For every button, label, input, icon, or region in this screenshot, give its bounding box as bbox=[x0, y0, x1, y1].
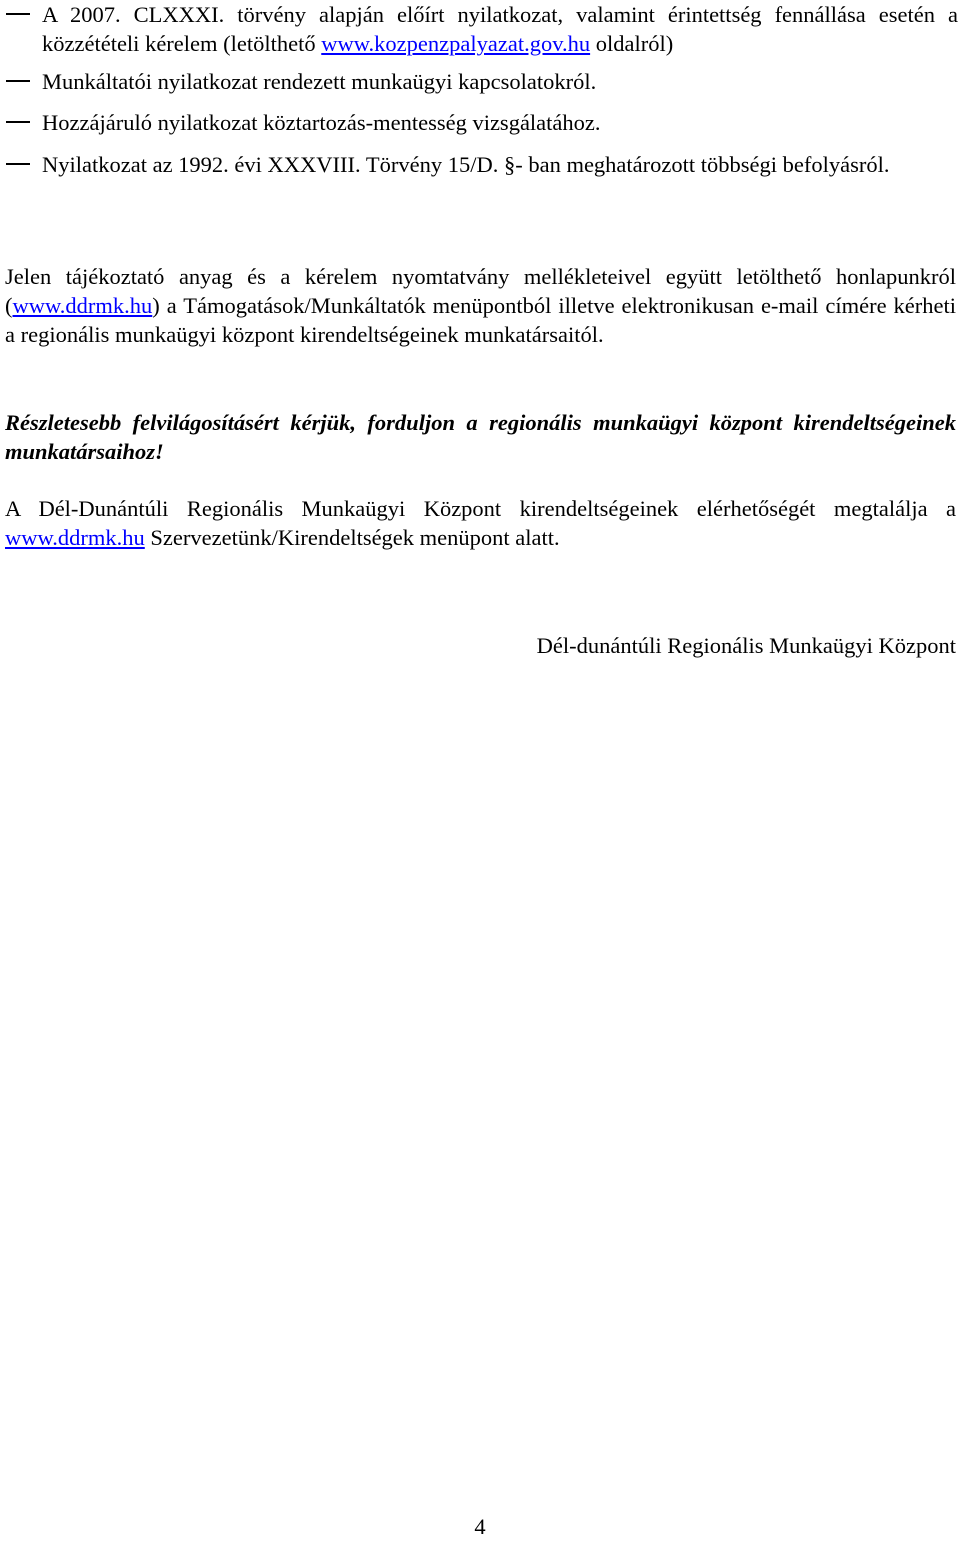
requirement-text: Nyilatkozat az 1992. évi XXXVIII. Törvény 15/D. §- ban meghatározott többségi befolyásról. bbox=[42, 152, 890, 177]
requirement-text: A 2007. CLXXXI. törvény alapján előírt nyilatkozat, valamint érintettség fennállása esetén a közzétételi kérelem (letölthető www.kozpenzpalyazat.gov.hu oldalról) bbox=[42, 2, 958, 56]
dash-bullet-icon bbox=[6, 13, 30, 15]
requirement-list-item bbox=[0, 150, 958, 179]
dash-bullet-icon bbox=[6, 80, 30, 82]
dash-bullet-icon bbox=[6, 121, 30, 123]
requirement-list-item bbox=[0, 0, 958, 58]
requirement-list-item bbox=[0, 67, 958, 96]
info-paragraph: Részletesebb felvilágosításért kérjük, forduljon a regionális munkaügyi központ kirendeltségeinek munkatársaihoz! bbox=[5, 410, 956, 464]
kozpenzpalyazat-link[interactable]: www.kozpenzpalyazat.gov.hu bbox=[321, 31, 591, 56]
contacts-paragraph: A Dél-Dunántúli Regionális Munkaügyi Központ kirendeltségeinek elérhetőségét megtalálja a www.ddrmk.hu Szervezetünk/Kirendeltségek menüpont alatt. bbox=[5, 496, 956, 550]
download-paragraph: Jelen tájékoztató anyag és a kérelem nyomtatvány mellékleteivel együtt letölthető honlapunkról (www.ddrmk.hu) a Támogatások/Munkáltatók menüpontból illetve elektronikusan e-mail címére kérheti a regionális munkaügyi központ kirendeltségeinek munkatársaitól. bbox=[5, 264, 956, 347]
ddrmk-link[interactable]: www.ddrmk.hu bbox=[12, 293, 153, 318]
requirement-text: Munkáltatói nyilatkozat rendezett munkaügyi kapcsolatokról. bbox=[42, 69, 597, 94]
requirement-list-item bbox=[0, 108, 958, 137]
ddrmk-link[interactable]: www.ddrmk.hu bbox=[5, 525, 145, 550]
dash-bullet-icon bbox=[6, 163, 30, 165]
page-number: 4 bbox=[474, 1514, 486, 1539]
signature: Dél-dunántúli Regionális Munkaügyi Központ bbox=[536, 633, 956, 658]
requirement-text: Hozzájáruló nyilatkozat köztartozás-mentesség vizsgálatához. bbox=[42, 110, 601, 135]
